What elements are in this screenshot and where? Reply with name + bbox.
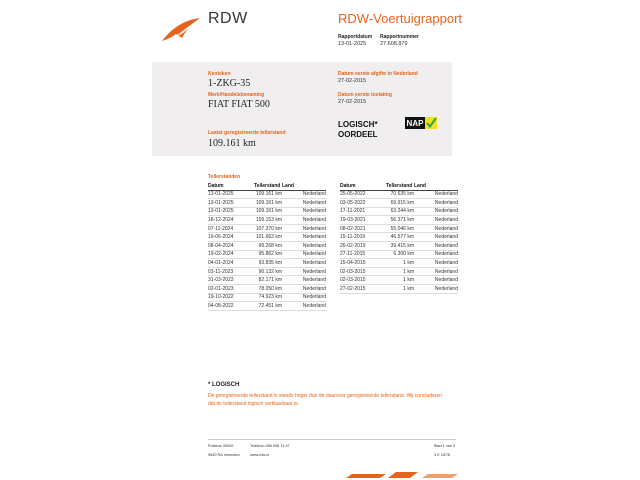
cell-tellerstand: 90.132 km: [254, 267, 282, 276]
cell-tellerstand: 78.050 km: [254, 285, 282, 294]
cell-land: Nederland: [414, 285, 458, 294]
rdw-logo-icon: [160, 16, 204, 44]
cell-datum: 19-03-2021: [340, 216, 386, 225]
logisch-title: * LOGISCH: [208, 382, 240, 388]
cell-datum: 04-01-2024: [208, 259, 254, 268]
col-datum: Datum: [340, 182, 386, 190]
tellerstanden-table-left: [208, 182, 326, 311]
cell-tellerstand: 70.635 km: [386, 190, 414, 199]
cell-land: Nederland: [282, 267, 326, 276]
table-row: [208, 224, 326, 233]
cell-datum: 02-03-2015: [340, 267, 386, 276]
cell-datum: 03-05-2022: [340, 199, 386, 208]
toelating-label: Datum eerste toelating: [338, 92, 392, 98]
footer-divider: [208, 439, 456, 440]
tellerstanden-title: Tellerstanden: [208, 174, 241, 180]
cell-land: Nederland: [414, 207, 458, 216]
table-row: [340, 207, 458, 216]
rapportdatum-label: Rapportdatum: [338, 34, 373, 40]
cell-datum: 08-02-2021: [340, 224, 386, 233]
nap-logo-icon: [405, 117, 437, 129]
table-row: [340, 233, 458, 242]
cell-datum: 02-03-2015: [340, 276, 386, 285]
cell-datum: 15-11-2019: [340, 233, 386, 242]
cell-tellerstand: 1 km: [386, 259, 414, 268]
cell-datum: 19-02-2024: [208, 250, 254, 259]
table-row: [208, 259, 326, 268]
oordeel-line-1: LOGISCH*: [338, 120, 378, 129]
nap-logo-text: NAP: [406, 119, 424, 128]
cell-datum: 02-01-2023: [208, 285, 254, 294]
col-tellerstand: Tellerstand: [386, 182, 413, 189]
cell-tellerstand: 56.371 km: [386, 216, 414, 225]
cell-land: Nederland: [282, 259, 326, 268]
table-row: [208, 293, 326, 302]
cell-datum: 08-04-2024: [208, 242, 254, 251]
table-row: [340, 285, 458, 294]
cell-tellerstand: 72.451 km: [254, 302, 282, 311]
rapportdatum-value: 13-01-2025: [338, 41, 367, 47]
table-row: [208, 242, 326, 251]
table-header-row: [340, 182, 458, 190]
cell-land: Nederland: [414, 276, 458, 285]
table-row: [340, 259, 458, 268]
cell-datum: 13-01-2025: [208, 207, 254, 216]
cell-land: Nederland: [282, 207, 326, 216]
table-row: [340, 190, 458, 199]
logisch-text-line-2: dat de tellerstand logisch verklaarbaar is.: [208, 400, 299, 407]
merk-label: Merk/Handelsbenaming: [208, 92, 265, 98]
kenteken-value: 1-ZKG-35: [208, 78, 251, 89]
cell-land: Nederland: [282, 285, 326, 294]
table-row: [208, 267, 326, 276]
cell-tellerstand: 99.268 km: [254, 242, 282, 251]
table-row: [340, 250, 458, 259]
table-row: [340, 199, 458, 208]
merk-value: FIAT FIAT 500: [208, 99, 270, 110]
footer-address: 9640 RA Veendam: [208, 453, 240, 457]
table-row: [208, 199, 326, 208]
cell-datum: 31-03-2023: [208, 276, 254, 285]
table-row: [208, 276, 326, 285]
col-land: Land: [282, 182, 326, 190]
cell-land: Nederland: [282, 233, 326, 242]
cell-datum: 18-12-2024: [208, 216, 254, 225]
cell-datum: 25-05-2022: [340, 190, 386, 199]
tellerstand-label: Laatst geregistreerde tellerstand: [208, 130, 286, 136]
cell-land: Nederland: [282, 276, 326, 285]
cell-tellerstand: 39.415 km: [386, 242, 414, 251]
table-row: [340, 267, 458, 276]
table-row: [340, 224, 458, 233]
cell-tellerstand: 101.663 km: [255, 234, 282, 241]
cell-tellerstand: 95.862 km: [254, 250, 282, 259]
cell-land: Nederland: [414, 250, 458, 259]
kenteken-label: Kenteken: [208, 71, 231, 77]
cell-tellerstand: 1 km: [386, 267, 414, 276]
cell-land: Nederland: [414, 199, 458, 208]
footer-telefoon: Telefoon 088 008 74 47: [250, 444, 290, 448]
cell-tellerstand: 1 km: [386, 276, 414, 285]
col-land: Land: [414, 182, 458, 190]
cell-land: Nederland: [282, 199, 326, 208]
cell-tellerstand: 109.153 km: [255, 217, 282, 224]
afgifte-value: 27-02-2015: [338, 78, 367, 84]
cell-tellerstand: 93.835 km: [254, 259, 282, 268]
cell-land: Nederland: [414, 190, 458, 199]
table-row: [340, 276, 458, 285]
cell-tellerstand: 74.923 km: [254, 293, 282, 302]
cell-tellerstand: 109.161 km: [255, 191, 282, 198]
cell-tellerstand: 1 km: [386, 285, 414, 294]
cell-datum: 07-11-2024: [208, 224, 254, 233]
cell-land: Nederland: [282, 250, 326, 259]
cell-datum: 17-11-2021: [340, 207, 386, 216]
footer-page: Blad 1 van 3: [434, 444, 456, 448]
cell-land: Nederland: [414, 233, 458, 242]
cell-tellerstand: 55.046 km: [386, 224, 414, 233]
table-row: [208, 285, 326, 294]
cell-tellerstand: 109.161 km: [255, 199, 282, 206]
cell-land: Nederland: [282, 190, 326, 199]
footer-website[interactable]: www.rdw.nl: [250, 453, 269, 457]
col-tellerstand: Tellerstand: [254, 182, 281, 189]
tellerstand-value: 109.161 km: [208, 138, 256, 149]
cell-land: Nederland: [282, 302, 326, 311]
footer-code: 3 E 1873I: [434, 453, 451, 457]
decorative-stripe-icon: [340, 468, 460, 480]
cell-land: Nederland: [282, 224, 326, 233]
table-row: [340, 216, 458, 225]
cell-land: Nederland: [414, 216, 458, 225]
cell-datum: 04-08-2022: [208, 302, 254, 311]
table-row: [208, 233, 326, 242]
footer-postbus: Postbus 30000: [208, 444, 234, 448]
cell-land: Nederland: [282, 293, 326, 302]
cell-land: Nederland: [282, 216, 326, 225]
table-row: [208, 250, 326, 259]
table-row: [208, 207, 326, 216]
toelating-value: 27-02-2015: [338, 99, 367, 105]
cell-datum: 26-02-2019: [340, 242, 386, 251]
table-row: [208, 190, 326, 199]
cell-datum: 19-06-2024: [208, 233, 254, 242]
cell-datum: 27-11-2015: [340, 250, 386, 259]
cell-land: Nederland: [414, 267, 458, 276]
cell-tellerstand: 6.300 km: [386, 250, 414, 259]
cell-datum: 03-11-2023: [208, 267, 254, 276]
cell-tellerstand: 82.171 km: [254, 276, 282, 285]
brand-name: RDW: [208, 10, 248, 27]
cell-tellerstand: 109.161 km: [255, 208, 282, 215]
afgifte-label: Datum eerste afgifte in Nederland: [338, 71, 418, 77]
col-datum: Datum: [208, 182, 254, 190]
cell-datum: 13-01-2025: [208, 190, 254, 199]
rapportnummer-label: Rapportnummer: [380, 34, 419, 40]
cell-tellerstand: 63.244 km: [386, 207, 414, 216]
table-row: [208, 216, 326, 225]
cell-datum: 27-02-2015: [340, 285, 386, 294]
logisch-text: [208, 393, 468, 408]
cell-tellerstand: 107.370 km: [255, 225, 282, 232]
cell-land: Nederland: [282, 242, 326, 251]
table-row: [208, 302, 326, 311]
cell-land: Nederland: [414, 259, 458, 268]
rapportnummer-value: 27.608.879: [380, 41, 408, 47]
table-row: [340, 242, 458, 251]
cell-tellerstand: 69.915 km: [386, 199, 414, 208]
cell-datum: 13-01-2025: [208, 199, 254, 208]
oordeel-line-2: OORDEEL: [338, 130, 378, 139]
cell-land: Nederland: [414, 224, 458, 233]
tellerstanden-table-right: [340, 182, 458, 294]
cell-land: Nederland: [414, 242, 458, 251]
cell-datum: 15-04-2015: [340, 259, 386, 268]
logisch-text-line-1: De geregistreerde tellerstand is steeds hoger dan de daarvoor geregistreerde tellerstand. Wij concluderen: [208, 393, 443, 399]
report-title: RDW-Voertuigrapport: [338, 11, 463, 26]
cell-datum: 19-10-2022: [208, 293, 254, 302]
table-header-row: [208, 182, 326, 190]
cell-tellerstand: 46.577 km: [386, 233, 414, 242]
